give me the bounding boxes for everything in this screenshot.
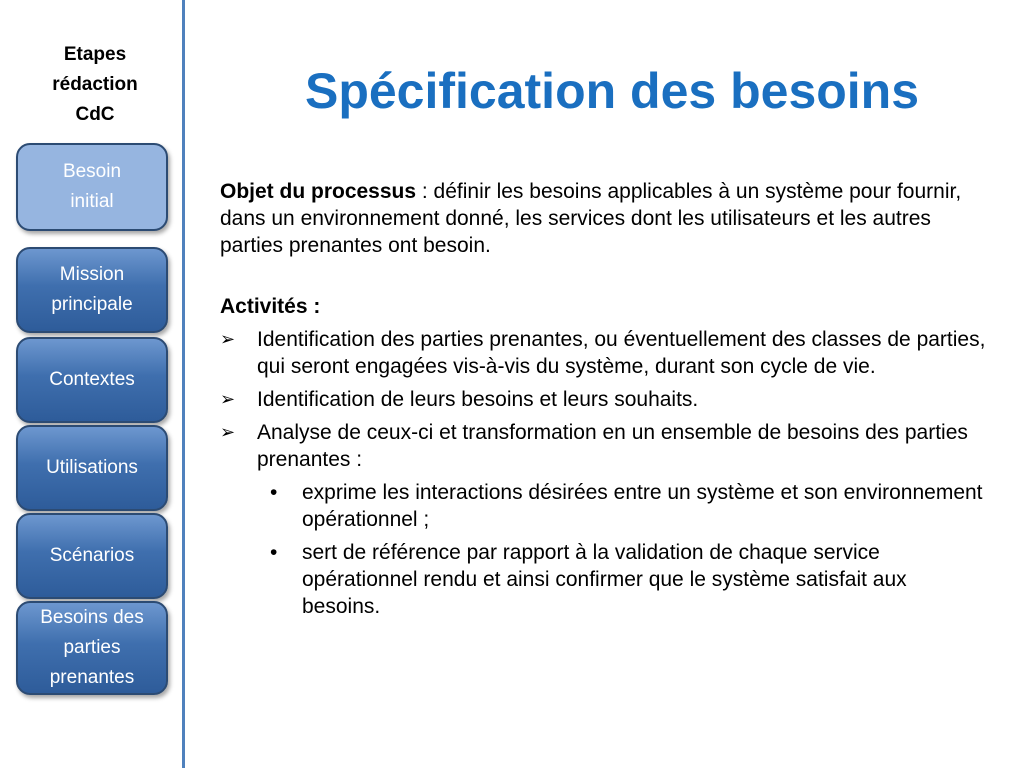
bullet-dot-icon: • xyxy=(270,541,278,564)
step-scenarios[interactable] xyxy=(16,513,168,599)
slide-title: Spécification des besoins xyxy=(304,63,920,119)
activites-heading: Activités : xyxy=(220,295,321,318)
objet-paragraph xyxy=(220,178,990,259)
step-label-line: Utilisations xyxy=(46,457,138,478)
objet-label: Objet du processus xyxy=(220,180,417,203)
step-mission-principale[interactable] xyxy=(16,247,168,333)
sidebar-title-line: CdC xyxy=(75,104,115,125)
sidebar-title-line: rédaction xyxy=(52,74,138,95)
bullet-dot-icon: • xyxy=(270,481,278,504)
step-label-line: initial xyxy=(70,191,114,212)
arrow-bullet-icon: ➢ xyxy=(220,329,236,349)
activity-item xyxy=(220,326,990,380)
sub-item-text: exprime les interactions désirées entre un système et son environnement opérationnel ; xyxy=(302,481,983,531)
sidebar-title xyxy=(20,40,170,130)
step-label-line: Besoins des xyxy=(40,607,144,628)
step-label-line: prenantes xyxy=(49,667,135,688)
arrow-bullet-icon: ➢ xyxy=(220,389,236,409)
activity-text: Identification de leurs besoins et leurs souhaits. xyxy=(257,388,699,411)
slide-content xyxy=(220,178,990,620)
step-label-line: Scénarios xyxy=(49,545,135,566)
objet-text: : définir les besoins applicables à un système pour fournir, dans un environnement donné, les services dont les utilisateurs et les autres parties prenantes ont besoin. xyxy=(220,180,962,257)
step-utilisations[interactable] xyxy=(16,425,168,511)
step-besoin-initial[interactable] xyxy=(16,143,168,231)
activity-item xyxy=(220,386,990,413)
step-label-line: Mission xyxy=(59,264,125,285)
step-label-line: Besoin xyxy=(62,161,122,182)
sub-item xyxy=(270,539,990,620)
sub-item xyxy=(270,479,990,533)
step-label-line: Contextes xyxy=(49,369,135,390)
activity-text: Analyse de ceux-ci et transformation en un ensemble de besoins des parties prenantes : xyxy=(257,421,968,471)
step-label-line: principale xyxy=(51,294,133,315)
activity-item xyxy=(220,419,990,473)
sub-item-text: sert de référence par rapport à la validation de chaque service opérationnel rendu et ainsi confirmer que le système satisfait aux besoins. xyxy=(302,541,907,618)
activity-text: Identification des parties prenantes, ou éventuellement des classes de parties, qui seront engagées vis-à-vis du système, durant son cycle de vie. xyxy=(257,328,986,378)
step-besoins-parties-prenantes[interactable] xyxy=(16,601,168,695)
sidebar-title-line: Etapes xyxy=(63,44,127,65)
arrow-bullet-icon: ➢ xyxy=(220,422,236,442)
vertical-divider xyxy=(182,0,185,768)
step-label-line: parties xyxy=(63,637,121,658)
step-contextes[interactable] xyxy=(16,337,168,423)
